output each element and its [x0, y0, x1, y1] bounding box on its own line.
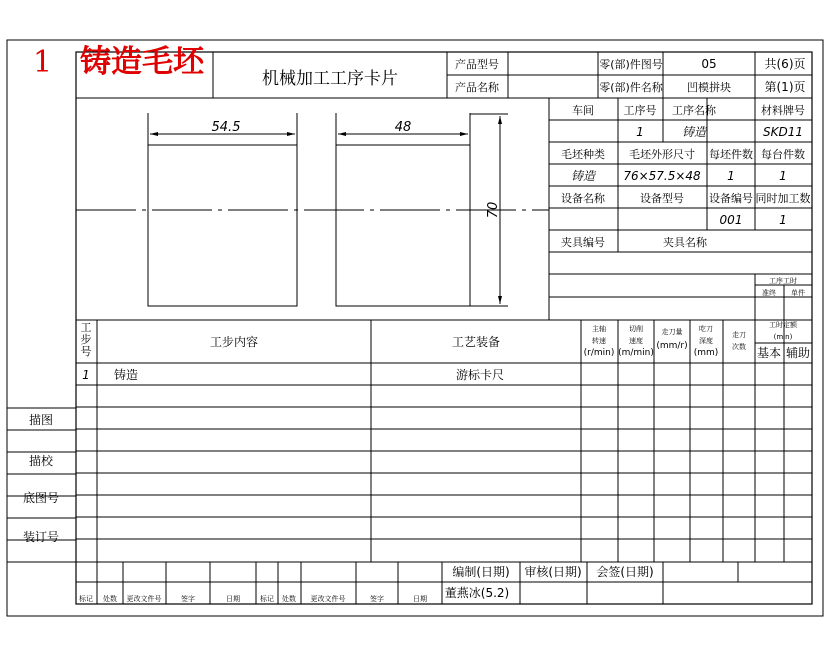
- equipment-header: 工艺装备: [451, 335, 501, 349]
- part-name-value: 凹模拼块: [687, 81, 731, 94]
- footer-row-label-2: 更改文件号: [126, 595, 162, 603]
- side-label-0: 描图: [28, 413, 54, 427]
- footer-reviewed-label: 审核(日期): [524, 565, 582, 579]
- footer-row-label-0: 标记: [79, 595, 93, 603]
- info-cell-r1-1: 1: [636, 125, 644, 139]
- depth-header: (mm): [693, 348, 719, 358]
- step-no-header-char: 号: [80, 345, 92, 358]
- time-quota-header: (min): [773, 333, 793, 341]
- info-cell-r3-3: 1: [779, 213, 787, 227]
- info-cell-h2-3: 每台件数: [761, 148, 805, 161]
- card-title: 机械加工工序卡片: [262, 69, 398, 89]
- time-unit-label: 单件: [791, 289, 805, 297]
- footer-row-label-4: 日期: [226, 595, 240, 603]
- footer-row-label-5: 标记: [260, 595, 274, 603]
- footer-compiled-label: 编制(日期): [452, 565, 510, 579]
- step-content-header: 工步内容: [209, 335, 259, 349]
- dim-width-1: 54.5: [211, 120, 241, 135]
- info-cell-h2-1: 毛坯外形尺寸: [629, 148, 695, 161]
- step-no-header-char: 工: [80, 321, 92, 334]
- feed-header: (mm/r): [656, 341, 688, 351]
- info-cell-r2-2: 1: [727, 169, 735, 183]
- spindle-header: (r/min): [583, 348, 615, 358]
- step-no-header-char: 步: [80, 333, 92, 346]
- cut-speed-header: 切削: [629, 325, 643, 333]
- info-cell-r2-3: 1: [779, 169, 787, 183]
- footer-compiler-name: 董燕冰(5.2): [444, 586, 510, 600]
- info-cell-r1-3: SKD11: [763, 125, 803, 139]
- part-name-label: 零(部)件名称: [599, 81, 663, 94]
- time-label: 工序工时: [769, 277, 797, 285]
- footer-row-label-3: 签字: [181, 595, 195, 603]
- part-no-value: 05: [701, 57, 717, 71]
- footer-row-label-9: 日期: [413, 595, 427, 603]
- product-name-label: 产品名称: [455, 81, 499, 94]
- spindle-header: 转速: [592, 337, 606, 345]
- depth-header: 深度: [699, 337, 713, 345]
- passes-header: 走刀: [732, 331, 746, 339]
- passes-header: 次数: [732, 343, 746, 351]
- basic-header: 基本: [756, 346, 782, 360]
- step-row-content: 铸造: [114, 368, 139, 382]
- heading-number: 1: [33, 45, 53, 80]
- info-cell-r1-2: 铸造: [681, 125, 707, 139]
- page-number: 第(1)页: [764, 80, 806, 94]
- footer-row-label-1: 处数: [103, 595, 117, 603]
- fixture-no-label: 夹具编号: [561, 236, 605, 249]
- info-cell-h1-1: 工序号: [623, 104, 657, 117]
- feed-header: 走刀量: [661, 328, 683, 336]
- cut-speed-header: 速度: [629, 337, 643, 345]
- step-row-no: 1: [82, 368, 90, 382]
- side-label-3: 装订号: [22, 530, 60, 544]
- info-cell-h3-0: 设备名称: [561, 192, 605, 205]
- time-std-label: 准终: [762, 289, 776, 297]
- heading-title: 铸造毛坯: [80, 44, 204, 80]
- cut-speed-header: (m/min): [618, 348, 654, 358]
- info-cell-r2-0: 铸造: [570, 169, 596, 183]
- info-cell-h3-3: 同时加工数: [755, 192, 811, 205]
- total-pages: 共(6)页: [764, 57, 806, 71]
- side-label-1: 描校: [28, 454, 54, 468]
- info-cell-r2-1: 76×57.5×48: [623, 169, 701, 183]
- depth-header: 吃刀: [699, 325, 713, 333]
- dim-width-2: 48: [394, 120, 412, 135]
- footer-row-label-6: 处数: [282, 595, 296, 603]
- aux-header: 辅助: [785, 346, 811, 360]
- info-cell-h1-2: 工序名称: [672, 104, 716, 117]
- dim-height: 70: [486, 201, 501, 219]
- info-cell-h2-0: 毛坯种类: [561, 148, 605, 161]
- info-cell-r3-2: 001: [719, 213, 743, 227]
- info-cell-h3-1: 设备型号: [640, 192, 684, 205]
- info-cell-h1-0: 车间: [572, 104, 594, 117]
- footer-row-label-7: 更改文件号: [310, 595, 346, 603]
- info-cell-h2-2: 每坯件数: [709, 148, 753, 161]
- info-cell-h1-3: 材料牌号: [761, 104, 805, 117]
- side-label-2: 底图号: [22, 491, 60, 505]
- product-model-label: 产品型号: [455, 58, 499, 71]
- footer-row-label-8: 签字: [370, 595, 384, 603]
- part-no-label: 零(部)件图号: [599, 58, 663, 71]
- time-quota-header: 工时定额: [769, 321, 797, 329]
- step-row-equipment: 游标卡尺: [455, 368, 505, 382]
- info-cell-h3-2: 设备编号: [709, 192, 753, 205]
- footer-signed-label: 会签(日期): [596, 565, 654, 579]
- spindle-header: 主轴: [592, 325, 606, 333]
- fixture-name-label: 夹具名称: [663, 236, 707, 249]
